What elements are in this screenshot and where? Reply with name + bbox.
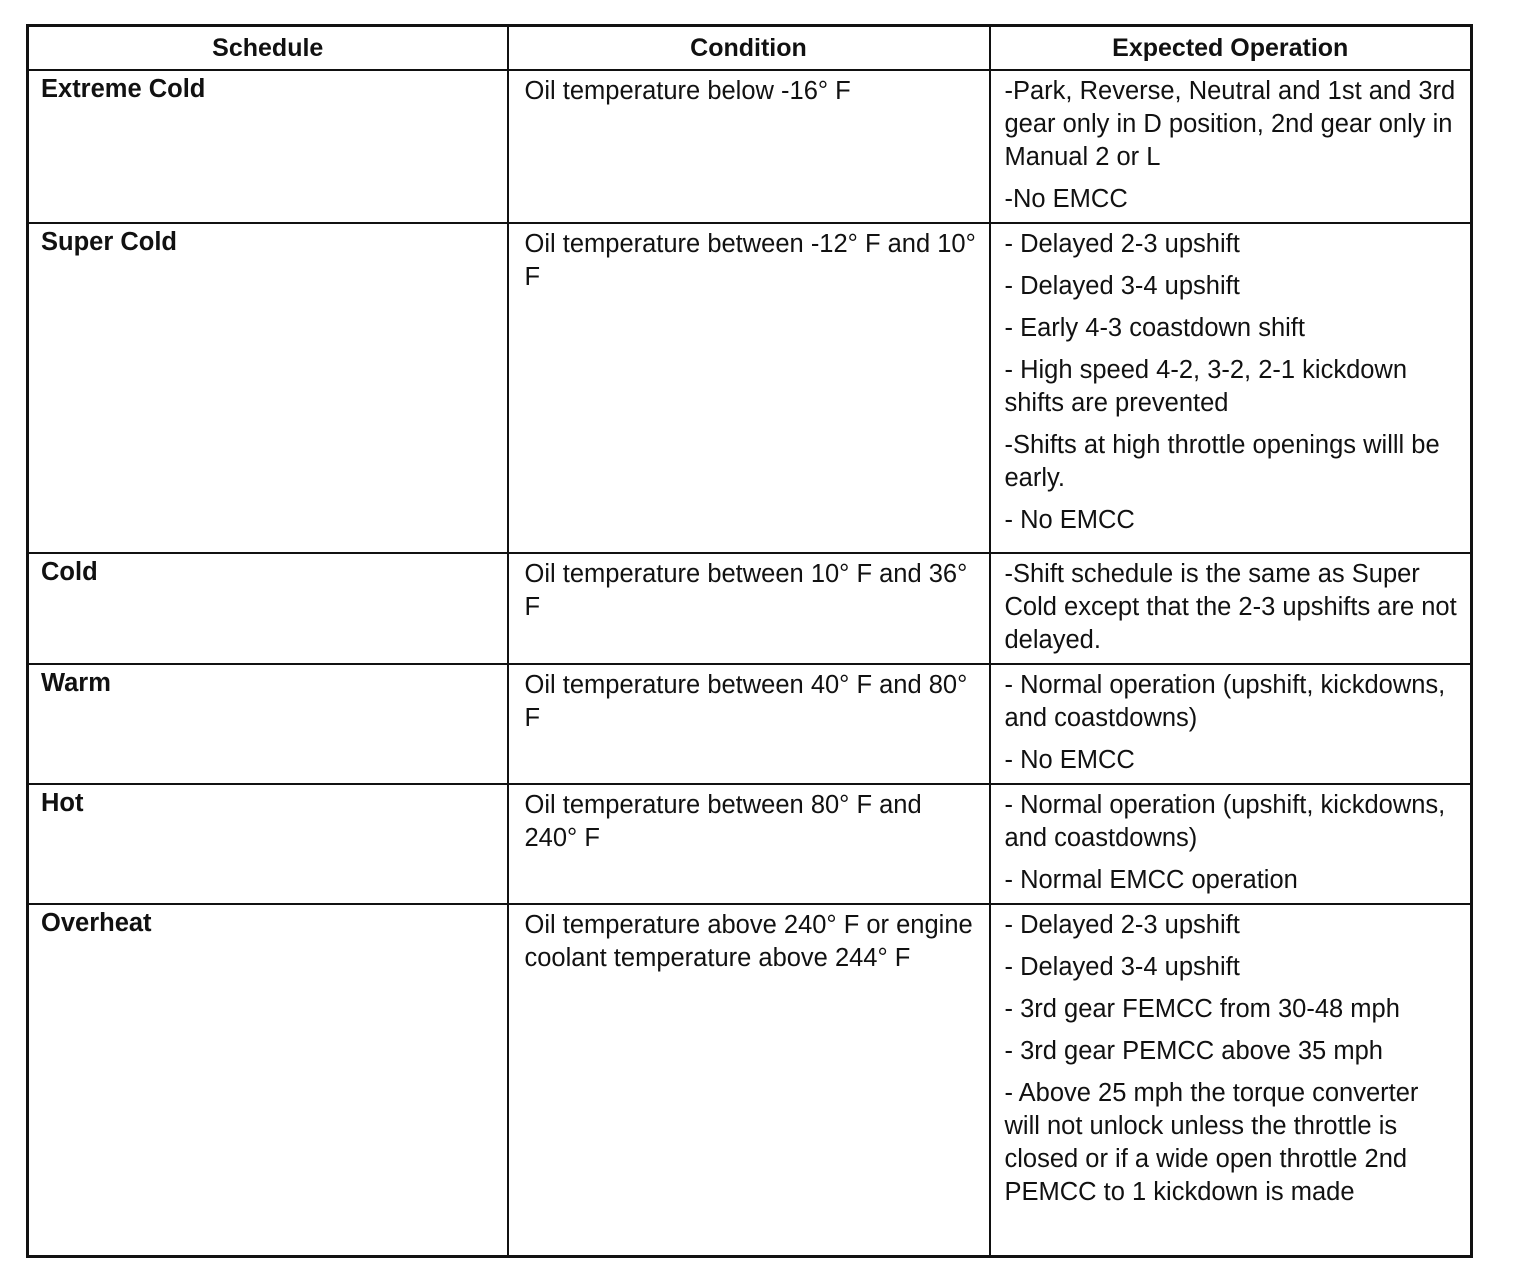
- operation-item: - Delayed 2-3 upshift: [1004, 230, 1240, 258]
- condition-cell: Oil temperature below -16° F: [508, 70, 990, 223]
- schedule-cell: Extreme Cold: [28, 70, 508, 223]
- table-row: [28, 553, 1472, 664]
- header-schedule: Schedule: [28, 26, 508, 71]
- operations-cell: [990, 223, 1472, 553]
- schedule-cell: Hot: [28, 784, 508, 904]
- operation-item: - Early 4-3 coastdown shift: [1004, 314, 1305, 342]
- header-row: [28, 26, 1472, 71]
- header-expected-operation: Expected Operation: [990, 26, 1472, 71]
- operation-item: - Normal EMCC operation: [1004, 866, 1298, 894]
- table-row: [28, 223, 1472, 553]
- table-row: [28, 904, 1472, 1257]
- operations-cell: [990, 553, 1472, 664]
- condition-cell: Oil temperature between 80° F and 240° F: [508, 784, 990, 904]
- table-body: [28, 70, 1472, 1257]
- operation-item: - Normal operation (upshift, kickdowns, and coastdowns): [1004, 791, 1446, 852]
- operations-cell: [990, 664, 1472, 784]
- table-row: [28, 784, 1472, 904]
- table-row: [28, 70, 1472, 223]
- schedule-cell: Warm: [28, 664, 508, 784]
- operation-item: - No EMCC: [1004, 746, 1135, 774]
- operation-item: -Park, Reverse, Neutral and 1st and 3rd gear only in D position, 2nd gear only in Manual 2 or L: [1004, 77, 1456, 171]
- condition-cell: Oil temperature between 10° F and 36° F: [508, 553, 990, 664]
- operations-cell: [990, 784, 1472, 904]
- operation-item: -No EMCC: [1004, 185, 1128, 213]
- condition-cell: Oil temperature between 40° F and 80° F: [508, 664, 990, 784]
- operations-cell: [990, 904, 1472, 1257]
- operation-item: - Above 25 mph the torque converter will not unlock unless the throttle is closed or if a wide open throttle 2nd PEMCC to 1 kickdown is made: [1004, 1079, 1419, 1206]
- operation-item: -Shifts at high throttle openings willl be early.: [1004, 431, 1440, 492]
- schedule-table: [26, 24, 1473, 1258]
- operation-item: - Delayed 3-4 upshift: [1004, 953, 1240, 981]
- schedule-cell: Super Cold: [28, 223, 508, 553]
- operation-item: - High speed 4-2, 3-2, 2-1 kickdown shifts are prevented: [1004, 356, 1408, 417]
- operation-item: -Shift schedule is the same as Super Cold except that the 2-3 upshifts are not delayed.: [1004, 560, 1457, 654]
- condition-cell: Oil temperature above 240° F or engine coolant temperature above 244° F: [508, 904, 990, 1257]
- condition-cell: Oil temperature between -12° F and 10° F: [508, 223, 990, 553]
- schedule-cell: Overheat: [28, 904, 508, 1257]
- operation-item: - 3rd gear FEMCC from 30-48 mph: [1004, 995, 1400, 1023]
- operation-item: - No EMCC: [1004, 506, 1135, 534]
- operation-item: - Normal operation (upshift, kickdowns, and coastdowns): [1004, 671, 1446, 732]
- operation-item: - 3rd gear PEMCC above 35 mph: [1004, 1037, 1383, 1065]
- operation-item: - Delayed 2-3 upshift: [1004, 911, 1240, 939]
- table-row: [28, 664, 1472, 784]
- schedule-cell: Cold: [28, 553, 508, 664]
- table-header: [28, 26, 1472, 71]
- operation-item: - Delayed 3-4 upshift: [1004, 272, 1240, 300]
- header-condition: Condition: [508, 26, 990, 71]
- operations-cell: [990, 70, 1472, 223]
